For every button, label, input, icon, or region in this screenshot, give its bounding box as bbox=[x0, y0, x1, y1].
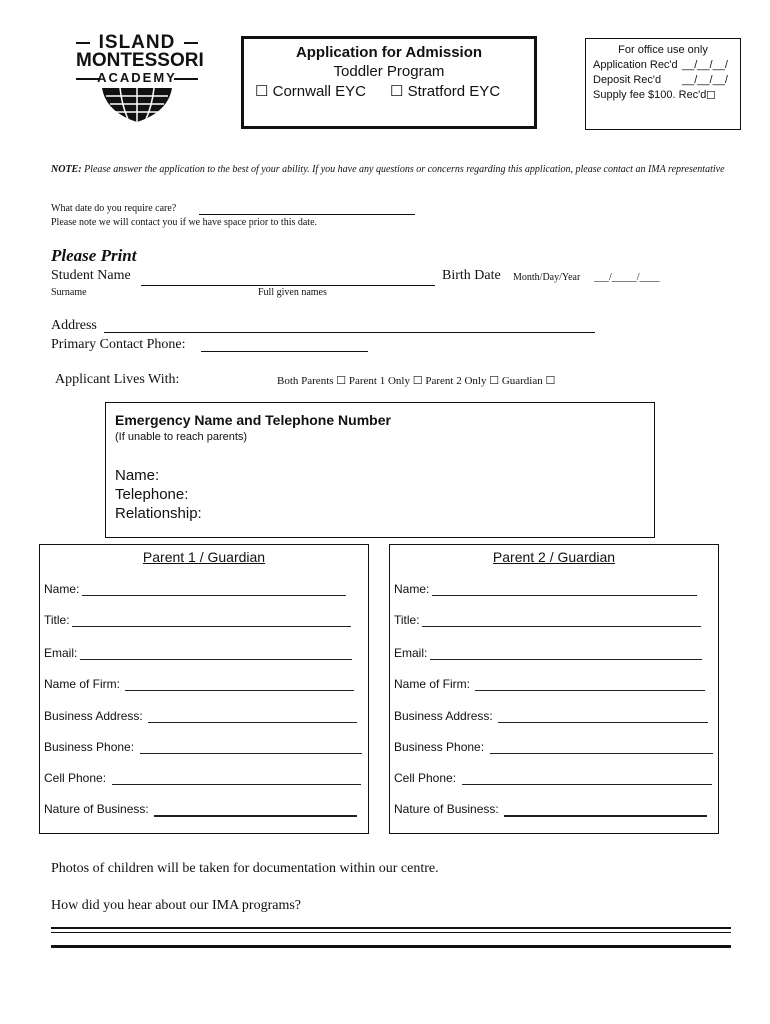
answer-line-1[interactable] bbox=[51, 927, 731, 929]
answer-line-3[interactable] bbox=[51, 945, 731, 948]
parent-2-email-field[interactable] bbox=[430, 659, 702, 660]
parent-2-name-label: Name: bbox=[394, 582, 430, 596]
emergency-name-label[interactable]: Name: bbox=[115, 467, 160, 484]
deposit-received-value: __/__/__/ bbox=[682, 74, 728, 86]
parent-1-title: Parent 1 / Guardian bbox=[142, 549, 266, 565]
parent-2-nature-label: Nature of Business: bbox=[394, 802, 499, 816]
care-date-question: What date do you require care? bbox=[51, 203, 177, 214]
parent-1-business-address-field[interactable] bbox=[148, 722, 357, 723]
given-names-caption: Full given names bbox=[258, 287, 327, 298]
logo-line-academy: ACADEMY bbox=[97, 70, 177, 85]
parent-1-title-label: Title: bbox=[44, 613, 70, 627]
parent-1-name-field[interactable] bbox=[82, 595, 346, 596]
primary-phone-field[interactable] bbox=[201, 337, 368, 352]
academy-logo bbox=[76, 32, 204, 124]
parent-2-cell-phone-field[interactable] bbox=[462, 784, 712, 785]
parent-2-title: Parent 2 / Guardian bbox=[492, 549, 616, 565]
parent-1-name-label: Name: bbox=[44, 582, 80, 596]
birth-date-field[interactable]: ___/_____/____ bbox=[594, 272, 660, 283]
lives-with-options[interactable]: Both Parents ☐ Parent 1 Only ☐ Parent 2 Only ☐ Guardian ☐ bbox=[277, 375, 556, 387]
care-date-field[interactable] bbox=[199, 202, 415, 215]
logo-line-montessori: MONTESSORI bbox=[76, 50, 204, 71]
parent-2-business-phone-field[interactable] bbox=[490, 753, 713, 754]
parent-1-nature-field[interactable] bbox=[154, 815, 357, 817]
referral-question: How did you hear about our IMA programs? bbox=[51, 898, 302, 913]
emergency-contact-box bbox=[105, 402, 655, 538]
parent-2-firm-label: Name of Firm: bbox=[394, 677, 471, 691]
parent-1-box bbox=[39, 544, 369, 834]
photos-notice: Photos of children will be taken for documentation within our centre. bbox=[51, 861, 439, 876]
emergency-relationship-label[interactable]: Relationship: bbox=[115, 505, 202, 522]
address-field[interactable] bbox=[104, 318, 595, 333]
office-heading: For office use only bbox=[618, 44, 708, 56]
parent-1-cell-phone-field[interactable] bbox=[112, 784, 361, 785]
application-title: Application for Admission bbox=[295, 44, 483, 61]
parent-1-business-phone-label: Business Phone: bbox=[44, 740, 135, 754]
parent-2-title-label: Title: bbox=[394, 613, 420, 627]
supply-fee-checkbox[interactable]: ☐ bbox=[706, 90, 716, 102]
parent-1-firm-field[interactable] bbox=[125, 690, 354, 691]
stratford-checkbox[interactable]: ☐ Stratford EYC bbox=[390, 83, 501, 100]
supply-fee-label: Supply fee $100. Rec'd bbox=[593, 89, 707, 101]
note-paragraph bbox=[51, 163, 741, 177]
parent-2-nature-field[interactable] bbox=[504, 815, 707, 817]
parent-2-business-address-label: Business Address: bbox=[394, 709, 493, 723]
office-use-box bbox=[585, 38, 741, 130]
emergency-title: Emergency Name and Telephone Number bbox=[115, 412, 391, 428]
program-name: Toddler Program bbox=[333, 63, 445, 80]
emergency-telephone-label[interactable]: Telephone: bbox=[115, 486, 189, 503]
parent-1-title-field[interactable] bbox=[72, 626, 351, 627]
cornwall-checkbox[interactable]: ☐ Cornwall EYC bbox=[255, 83, 366, 100]
student-name-label: Student Name bbox=[51, 268, 131, 283]
emergency-subtitle: (If unable to reach parents) bbox=[115, 431, 248, 443]
parent-1-nature-label: Nature of Business: bbox=[44, 802, 149, 816]
globe-icon bbox=[100, 86, 174, 124]
application-received-value: __/__/__/ bbox=[682, 59, 728, 71]
lives-with-label: Applicant Lives With: bbox=[55, 372, 180, 387]
student-name-field[interactable] bbox=[141, 270, 435, 286]
surname-caption: Surname bbox=[51, 287, 87, 298]
parent-1-email-label: Email: bbox=[44, 646, 78, 660]
parent-2-business-address-field[interactable] bbox=[498, 722, 708, 723]
parent-2-business-phone-label: Business Phone: bbox=[394, 740, 485, 754]
please-print-heading: Please Print bbox=[51, 246, 137, 265]
parent-1-firm-label: Name of Firm: bbox=[44, 677, 121, 691]
logo-line-island: ISLAND bbox=[98, 32, 176, 53]
parent-1-business-address-label: Business Address: bbox=[44, 709, 143, 723]
parent-2-firm-field[interactable] bbox=[475, 690, 705, 691]
care-date-note: Please note we will contact you if we have space prior to this date. bbox=[51, 217, 318, 228]
parent-1-cell-phone-label: Cell Phone: bbox=[44, 771, 107, 785]
primary-phone-label: Primary Contact Phone: bbox=[51, 337, 186, 352]
parent-2-cell-phone-label: Cell Phone: bbox=[394, 771, 457, 785]
note-text: Please answer the application to the best of your ability. If you have any questions or concerns regarding this application, please contact an IMA representative bbox=[84, 164, 725, 175]
application-received-label: Application Rec'd bbox=[593, 59, 678, 71]
birth-date-label: Birth Date bbox=[442, 268, 501, 283]
application-title-box bbox=[241, 36, 537, 129]
address-label: Address bbox=[51, 318, 97, 333]
answer-line-2 bbox=[51, 932, 731, 933]
parent-2-box bbox=[389, 544, 719, 834]
parent-2-email-label: Email: bbox=[394, 646, 428, 660]
parent-2-name-field[interactable] bbox=[432, 595, 697, 596]
deposit-received-label: Deposit Rec'd bbox=[593, 74, 662, 86]
parent-1-business-phone-field[interactable] bbox=[140, 753, 362, 754]
parent-1-email-field[interactable] bbox=[80, 659, 352, 660]
parent-2-title-field[interactable] bbox=[422, 626, 701, 627]
note-label: NOTE: bbox=[51, 164, 82, 175]
birth-date-format: Month/Day/Year bbox=[513, 272, 581, 283]
